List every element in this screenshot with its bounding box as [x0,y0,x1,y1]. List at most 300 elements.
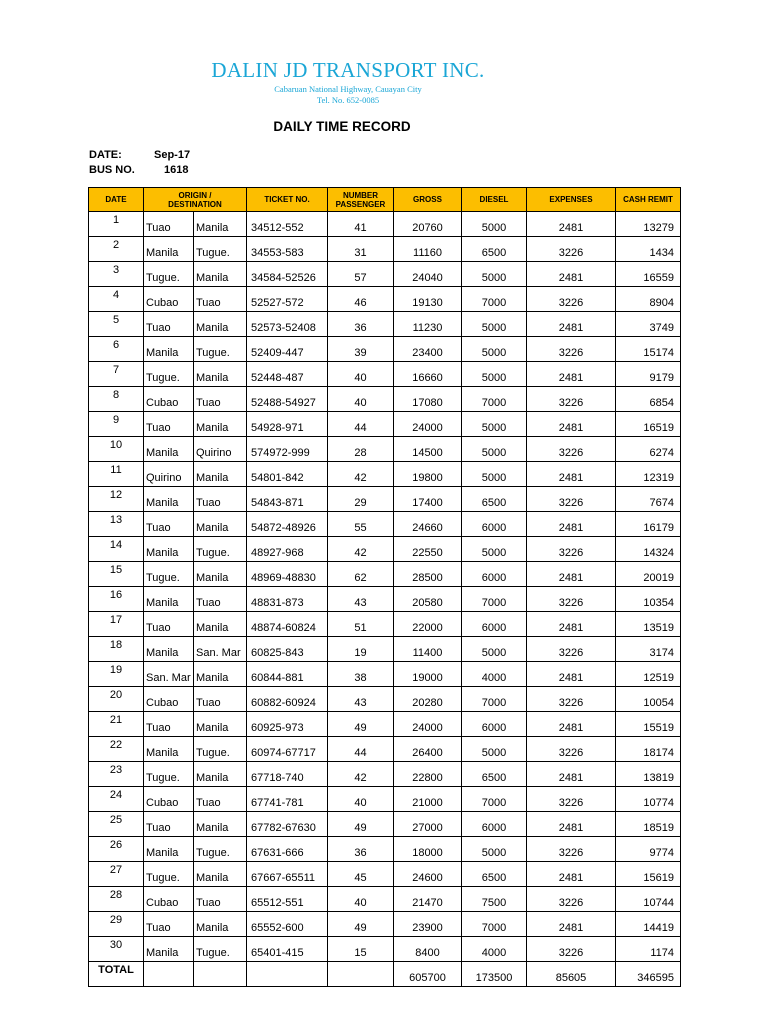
row-cash-remit: 9774 [616,837,681,862]
row-origin: Manila [144,587,194,612]
row-diesel: 4000 [462,937,527,962]
total-row [89,962,681,987]
row-gross: 18000 [394,837,462,862]
total-cash-remit: 346595 [616,962,681,987]
table-row [89,937,681,962]
row-date: 25 [89,812,144,837]
row-cash-remit: 15619 [616,862,681,887]
col-header-origin-destination-text: ORIGIN / DESTINATION [168,190,222,209]
row-destination: Manila [194,262,247,287]
row-ticket-no: 52448-487 [247,362,328,387]
row-date: 12 [89,487,144,512]
row-origin: Manila [144,737,194,762]
table-row [89,537,681,562]
row-destination: Manila [194,512,247,537]
row-origin: Tuao [144,812,194,837]
row-date: 17 [89,612,144,637]
table-row [89,912,681,937]
row-diesel: 6000 [462,562,527,587]
row-passengers: 42 [328,537,394,562]
row-ticket-no: 48831-873 [247,587,328,612]
row-ticket-no: 67782-67630 [247,812,328,837]
row-passengers: 57 [328,262,394,287]
table-row [89,287,681,312]
row-gross: 22550 [394,537,462,562]
row-expenses: 3226 [527,537,616,562]
row-date: 30 [89,937,144,962]
row-diesel: 7000 [462,912,527,937]
table-row [89,612,681,637]
row-passengers: 39 [328,337,394,362]
table-row [89,687,681,712]
row-destination: Manila [194,912,247,937]
row-expenses: 3226 [527,487,616,512]
row-destination: Tuao [194,687,247,712]
row-date: 28 [89,887,144,912]
row-ticket-no: 60882-60924 [247,687,328,712]
row-origin: Cubao [144,787,194,812]
row-date: 4 [89,287,144,312]
row-ticket-no: 54928-971 [247,412,328,437]
row-diesel: 6500 [462,862,527,887]
row-ticket-no: 574972-999 [247,437,328,462]
row-ticket-no: 60925-973 [247,712,328,737]
row-gross: 21470 [394,887,462,912]
row-date: 3 [89,262,144,287]
row-expenses: 3226 [527,937,616,962]
page-title: DAILY TIME RECORD [273,119,411,134]
row-gross: 17080 [394,387,462,412]
row-diesel: 6000 [462,612,527,637]
row-ticket-no: 34512-552 [247,212,328,237]
row-expenses: 3226 [527,237,616,262]
col-header-expenses: EXPENSES [527,188,616,212]
row-expenses: 2481 [527,262,616,287]
bus-number-value: 1618 [164,164,189,176]
row-diesel: 5000 [462,537,527,562]
row-destination: Manila [194,712,247,737]
row-gross: 26400 [394,737,462,762]
row-ticket-no: 34553-583 [247,237,328,262]
row-origin: Tuao [144,212,194,237]
row-date: 21 [89,712,144,737]
row-ticket-no: 52488-54927 [247,387,328,412]
row-destination: Tuao [194,487,247,512]
row-ticket-no: 67718-740 [247,762,328,787]
table-row [89,312,681,337]
total-label: TOTAL [89,962,144,987]
row-cash-remit: 20019 [616,562,681,587]
row-diesel: 6000 [462,512,527,537]
row-ticket-no: 60844-881 [247,662,328,687]
row-cash-remit: 15519 [616,712,681,737]
row-origin: Tuao [144,612,194,637]
row-expenses: 2481 [527,212,616,237]
row-date: 16 [89,587,144,612]
col-header-ticket-no: TICKET NO. [247,188,328,212]
table-row [89,837,681,862]
row-expenses: 2481 [527,662,616,687]
row-date: 2 [89,237,144,262]
row-ticket-no: 67667-65511 [247,862,328,887]
row-passengers: 41 [328,212,394,237]
company-address: Cabaruan National Highway, Cauayan City [274,84,422,94]
table-row [89,212,681,237]
table-row [89,587,681,612]
table-row [89,737,681,762]
row-expenses: 2481 [527,312,616,337]
row-destination: Manila [194,612,247,637]
total-empty-passenger [328,962,394,987]
total-empty-destination [194,962,247,987]
row-gross: 28500 [394,562,462,587]
total-gross: 605700 [394,962,462,987]
row-date: 9 [89,412,144,437]
row-gross: 19800 [394,462,462,487]
row-date: 22 [89,737,144,762]
table-row [89,662,681,687]
row-ticket-no: 52527-572 [247,287,328,312]
row-passengers: 49 [328,912,394,937]
row-gross: 22000 [394,612,462,637]
row-cash-remit: 3174 [616,637,681,662]
row-diesel: 5000 [462,837,527,862]
row-diesel: 5000 [462,337,527,362]
row-cash-remit: 6274 [616,437,681,462]
table-row [89,812,681,837]
table-row [89,412,681,437]
row-cash-remit: 7674 [616,487,681,512]
date-value: Sep-17 [154,149,191,161]
table-row [89,512,681,537]
row-cash-remit: 10354 [616,587,681,612]
row-passengers: 43 [328,687,394,712]
row-gross: 11400 [394,637,462,662]
row-cash-remit: 16519 [616,412,681,437]
row-destination: Manila [194,462,247,487]
row-origin: Tuao [144,912,194,937]
row-date: 13 [89,512,144,537]
row-destination: Manila [194,362,247,387]
row-ticket-no: 60974-67717 [247,737,328,762]
row-expenses: 3226 [527,687,616,712]
row-passengers: 19 [328,637,394,662]
row-passengers: 43 [328,587,394,612]
row-destination: San. Mar [194,637,247,662]
row-expenses: 2481 [527,762,616,787]
row-date: 10 [89,437,144,462]
row-origin: Tuao [144,512,194,537]
row-gross: 20280 [394,687,462,712]
row-passengers: 40 [328,387,394,412]
row-gross: 19000 [394,662,462,687]
row-passengers: 31 [328,237,394,262]
row-ticket-no: 65401-415 [247,937,328,962]
row-cash-remit: 12319 [616,462,681,487]
row-diesel: 5000 [462,737,527,762]
row-ticket-no: 54801-842 [247,462,328,487]
row-destination: Tuao [194,587,247,612]
row-expenses: 2481 [527,462,616,487]
row-diesel: 7000 [462,287,527,312]
col-header-diesel: DIESEL [462,188,527,212]
row-diesel: 5000 [462,262,527,287]
row-cash-remit: 13819 [616,762,681,787]
row-ticket-no: 48969-48830 [247,562,328,587]
row-destination: Manila [194,412,247,437]
table-row [89,237,681,262]
row-expenses: 3226 [527,337,616,362]
col-header-gross: GROSS [394,188,462,212]
row-origin: Tugue. [144,562,194,587]
row-passengers: 40 [328,787,394,812]
row-ticket-no: 67631-666 [247,837,328,862]
row-diesel: 5000 [462,362,527,387]
row-cash-remit: 8904 [616,287,681,312]
row-expenses: 3226 [527,837,616,862]
row-passengers: 51 [328,612,394,637]
row-origin: Tuao [144,412,194,437]
row-origin: Quirino [144,462,194,487]
row-passengers: 49 [328,712,394,737]
row-cash-remit: 18174 [616,737,681,762]
row-origin: Manila [144,437,194,462]
row-expenses: 3226 [527,737,616,762]
row-destination: Tuao [194,887,247,912]
row-expenses: 2481 [527,362,616,387]
col-header-origin-destination [144,188,247,212]
row-origin: Manila [144,537,194,562]
row-gross: 11160 [394,237,462,262]
row-passengers: 36 [328,837,394,862]
row-diesel: 5000 [462,637,527,662]
row-destination: Manila [194,312,247,337]
row-expenses: 2481 [527,512,616,537]
row-passengers: 42 [328,462,394,487]
table-header-row [89,188,681,212]
row-cash-remit: 18519 [616,812,681,837]
row-gross: 17400 [394,487,462,512]
total-empty-ticket [247,962,328,987]
row-diesel: 6500 [462,487,527,512]
row-origin: Tugue. [144,862,194,887]
row-ticket-no: 65512-551 [247,887,328,912]
row-destination: Tugue. [194,937,247,962]
row-ticket-no: 67741-781 [247,787,328,812]
row-destination: Tugue. [194,237,247,262]
row-gross: 19130 [394,287,462,312]
row-expenses: 3226 [527,437,616,462]
company-name: DALIN JD TRANSPORT INC. [211,58,485,82]
row-cash-remit: 14324 [616,537,681,562]
row-date: 19 [89,662,144,687]
col-header-cash-remit: CASH REMIT [616,188,681,212]
row-cash-remit: 12519 [616,662,681,687]
row-date: 6 [89,337,144,362]
table-row [89,462,681,487]
row-ticket-no: 48927-968 [247,537,328,562]
row-gross: 14500 [394,437,462,462]
row-passengers: 46 [328,287,394,312]
date-label: DATE: [89,149,122,161]
row-origin: Tugue. [144,262,194,287]
row-date: 1 [89,212,144,237]
row-diesel: 7000 [462,587,527,612]
row-diesel: 5000 [462,312,527,337]
row-diesel: 6500 [462,237,527,262]
row-destination: Tuao [194,287,247,312]
col-header-number-passenger [328,188,394,212]
row-cash-remit: 13279 [616,212,681,237]
table-row [89,712,681,737]
row-date: 24 [89,787,144,812]
row-origin: Manila [144,637,194,662]
row-passengers: 44 [328,412,394,437]
row-passengers: 55 [328,512,394,537]
row-expenses: 3226 [527,287,616,312]
company-telephone: Tel. No. 652-0085 [316,95,380,105]
row-gross: 11230 [394,312,462,337]
row-date: 14 [89,537,144,562]
row-gross: 24660 [394,512,462,537]
row-date: 23 [89,762,144,787]
row-origin: Tugue. [144,762,194,787]
row-passengers: 40 [328,362,394,387]
col-header-date: DATE [89,188,144,212]
row-cash-remit: 6854 [616,387,681,412]
row-origin: Manila [144,937,194,962]
row-expenses: 3226 [527,387,616,412]
row-passengers: 15 [328,937,394,962]
row-date: 20 [89,687,144,712]
row-origin: Cubao [144,287,194,312]
row-ticket-no: 60825-843 [247,637,328,662]
row-diesel: 6500 [462,762,527,787]
row-gross: 20760 [394,212,462,237]
row-date: 15 [89,562,144,587]
row-origin: Manila [144,337,194,362]
total-diesel: 173500 [462,962,527,987]
row-cash-remit: 15174 [616,337,681,362]
row-origin: Tuao [144,312,194,337]
row-date: 29 [89,912,144,937]
row-diesel: 5000 [462,412,527,437]
row-date: 11 [89,462,144,487]
row-date: 8 [89,387,144,412]
table-row [89,337,681,362]
row-date: 26 [89,837,144,862]
row-origin: Cubao [144,887,194,912]
row-expenses: 2481 [527,812,616,837]
row-passengers: 62 [328,562,394,587]
row-gross: 24000 [394,712,462,737]
row-destination: Manila [194,862,247,887]
row-expenses: 2481 [527,612,616,637]
table-body [89,212,681,962]
row-gross: 27000 [394,812,462,837]
row-ticket-no: 52409-447 [247,337,328,362]
row-destination: Manila [194,662,247,687]
table-row [89,562,681,587]
row-passengers: 28 [328,437,394,462]
table-row [89,787,681,812]
row-expenses: 2481 [527,912,616,937]
table-row [89,437,681,462]
row-date: 7 [89,362,144,387]
table-row [89,487,681,512]
row-origin: Cubao [144,387,194,412]
row-expenses: 2481 [527,412,616,437]
row-destination: Tugue. [194,837,247,862]
row-date: 18 [89,637,144,662]
row-cash-remit: 16559 [616,262,681,287]
row-expenses: 2481 [527,562,616,587]
bus-number-label: BUS NO. [89,164,135,176]
row-origin: Cubao [144,687,194,712]
row-origin: Tugue. [144,362,194,387]
row-date: 5 [89,312,144,337]
row-passengers: 36 [328,312,394,337]
row-diesel: 7000 [462,787,527,812]
row-destination: Tugue. [194,337,247,362]
col-header-number-passenger-text: NUMBER PASSENGER [335,190,386,209]
row-diesel: 7500 [462,887,527,912]
row-destination: Manila [194,562,247,587]
row-ticket-no: 65552-600 [247,912,328,937]
row-passengers: 38 [328,662,394,687]
row-cash-remit: 13519 [616,612,681,637]
row-origin: San. Mar [144,662,194,687]
table-row [89,387,681,412]
row-diesel: 5000 [462,212,527,237]
row-destination: Tugue. [194,737,247,762]
row-destination: Manila [194,212,247,237]
row-gross: 24600 [394,862,462,887]
row-passengers: 44 [328,737,394,762]
row-expenses: 3226 [527,887,616,912]
row-ticket-no: 54843-871 [247,487,328,512]
row-origin: Tuao [144,712,194,737]
row-passengers: 49 [328,812,394,837]
row-cash-remit: 14419 [616,912,681,937]
row-ticket-no: 48874-60824 [247,612,328,637]
row-origin: Manila [144,237,194,262]
row-gross: 20580 [394,587,462,612]
row-cash-remit: 9179 [616,362,681,387]
table-row [89,262,681,287]
total-expenses: 85605 [527,962,616,987]
row-diesel: 5000 [462,462,527,487]
row-gross: 16660 [394,362,462,387]
row-gross: 24040 [394,262,462,287]
row-ticket-no: 52573-52408 [247,312,328,337]
row-diesel: 7000 [462,687,527,712]
total-empty-origin [144,962,194,987]
row-cash-remit: 16179 [616,512,681,537]
table-row [89,762,681,787]
table-row [89,362,681,387]
row-expenses: 3226 [527,637,616,662]
row-cash-remit: 1434 [616,237,681,262]
row-passengers: 45 [328,862,394,887]
row-cash-remit: 1174 [616,937,681,962]
row-cash-remit: 10744 [616,887,681,912]
row-gross: 24000 [394,412,462,437]
row-diesel: 6000 [462,812,527,837]
row-gross: 21000 [394,787,462,812]
row-passengers: 29 [328,487,394,512]
row-expenses: 3226 [527,587,616,612]
